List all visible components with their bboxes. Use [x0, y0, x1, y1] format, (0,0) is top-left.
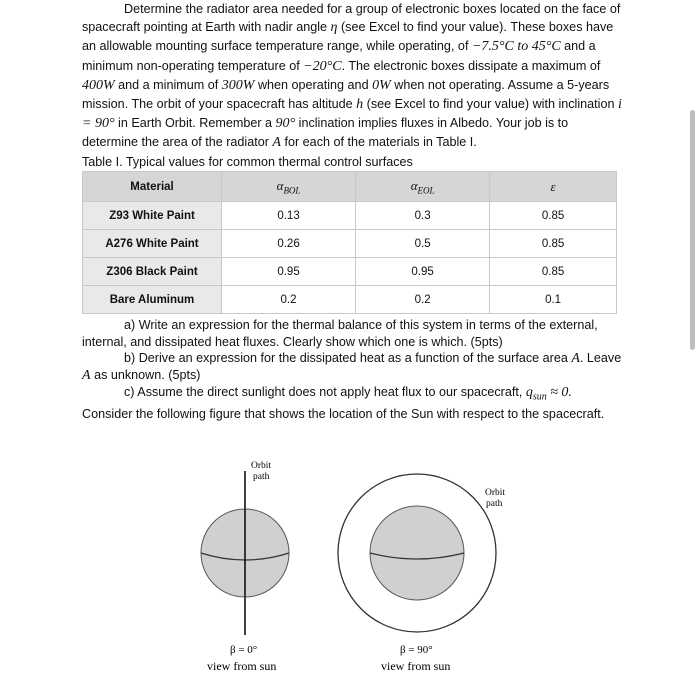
- header-material: Material: [83, 172, 222, 202]
- orbit-figure: [195, 455, 515, 685]
- left-orbit-label-2: path: [253, 472, 270, 482]
- table-row: [83, 230, 617, 258]
- intro-text-9: in Earth Orbit. Remember a: [118, 116, 273, 131]
- area-symbol: A: [272, 135, 281, 151]
- table-caption: Table I. Typical values for common thermal control surfaces: [82, 155, 413, 169]
- left-orbit-label-1: Orbit: [251, 461, 272, 471]
- earth-right: [370, 506, 464, 600]
- alpha-eol-cell: 0.3: [356, 202, 490, 230]
- question-c: c) Assume the direct sunlight does not apply heat flux to our spacecraft, $q_{sun} \approx 0$. Consider the following figure that shows the location of the Sun with respect to the spacecraft.: [82, 385, 605, 421]
- right-view-caption: view from sun: [381, 659, 451, 673]
- scrollbar[interactable]: [690, 110, 695, 350]
- epsilon-cell: 0.1: [490, 286, 617, 314]
- alpha-eol-cell: 0.5: [356, 230, 490, 258]
- alpha-bol-cell: 0.95: [222, 258, 356, 286]
- intro-text-6: when operating and: [257, 77, 369, 92]
- altitude-symbol: h: [356, 97, 364, 113]
- material-cell: Z306 Black Paint: [83, 258, 222, 286]
- temp-range: −7.5°C to 45°C: [471, 39, 561, 55]
- table-row: [83, 286, 617, 314]
- beta-ninety-diagram: [338, 474, 505, 673]
- intro-text-10: inclination implies fluxes in Albedo. Your job is to determine the area of the radiator: [82, 116, 569, 150]
- header-alpha-eol: $\alpha_{EOL}$: [356, 172, 490, 202]
- alpha-eol-cell: 0.95: [356, 258, 490, 286]
- question-b: b) Derive an expression for the dissipated heat as a function of the surface area A. Leave A as unknown. (5pts): [82, 351, 622, 383]
- material-cell: A276 White Paint: [83, 230, 222, 258]
- intro-text-7: when not operating. Assume a 5-years mission. The orbit of your spacecraft has altitude: [82, 77, 610, 112]
- left-beta-label: β = 0°: [230, 644, 258, 656]
- epsilon-cell: 0.85: [490, 258, 617, 286]
- power-zero: 0W: [372, 77, 391, 93]
- header-alpha-bol: $\alpha_{BOL}$: [222, 172, 356, 202]
- intro-text-11: for each of the materials in Table I.: [284, 135, 477, 150]
- eta-symbol: η: [330, 20, 338, 36]
- epsilon-cell: 0.85: [490, 230, 617, 258]
- alpha-eol-cell: 0.2: [356, 286, 490, 314]
- beta-zero-diagram: [201, 461, 289, 673]
- temp-min: −20°C: [303, 58, 342, 74]
- left-view-caption: view from sun: [207, 659, 277, 673]
- alpha-bol-cell: 0.26: [222, 230, 356, 258]
- intro-text-1: Determine the radiator area needed for a group of electronic boxes located on the face of spacecraft pointing at Earth with nadir angle: [82, 2, 621, 35]
- table-row: [83, 202, 617, 230]
- right-orbit-label-1: Orbit: [485, 488, 506, 498]
- intro-text-5: and a minimum of: [118, 77, 219, 92]
- alpha-bol-cell: 0.13: [222, 202, 356, 230]
- power-max: 400W: [82, 77, 115, 93]
- question-a: a) Write an expression for the thermal balance of this system in terms of the external, internal, and dissipated heat fluxes. Clearly show which one is which. (5pts): [82, 318, 598, 349]
- power-min: 300W: [221, 77, 255, 93]
- header-epsilon: ε: [490, 172, 617, 202]
- ninety-degrees: 90°: [275, 116, 296, 132]
- table-header-row: [83, 172, 617, 202]
- right-orbit-label-2: path: [486, 499, 503, 509]
- material-cell: Bare Aluminum: [83, 286, 222, 314]
- alpha-bol-cell: 0.2: [222, 286, 356, 314]
- epsilon-cell: 0.85: [490, 202, 617, 230]
- inclination: i = 90°: [82, 97, 622, 132]
- problem-statement: [82, 0, 627, 153]
- table-row: [83, 258, 617, 286]
- intro-text-4: . The electronic boxes dissipate a maximum of: [341, 58, 601, 73]
- thermal-surfaces-table: [82, 171, 617, 314]
- intro-text-3: and a minimum non-operating temperature of: [82, 39, 596, 73]
- right-beta-label: β = 90°: [400, 644, 433, 656]
- intro-text-8: (see Excel to find your value) with inclination: [366, 97, 615, 112]
- intro-text-2: (see Excel to find your value). These boxes have an allowable mounting surface temperature range, while operating, of: [82, 20, 614, 54]
- material-cell: Z93 White Paint: [83, 202, 222, 230]
